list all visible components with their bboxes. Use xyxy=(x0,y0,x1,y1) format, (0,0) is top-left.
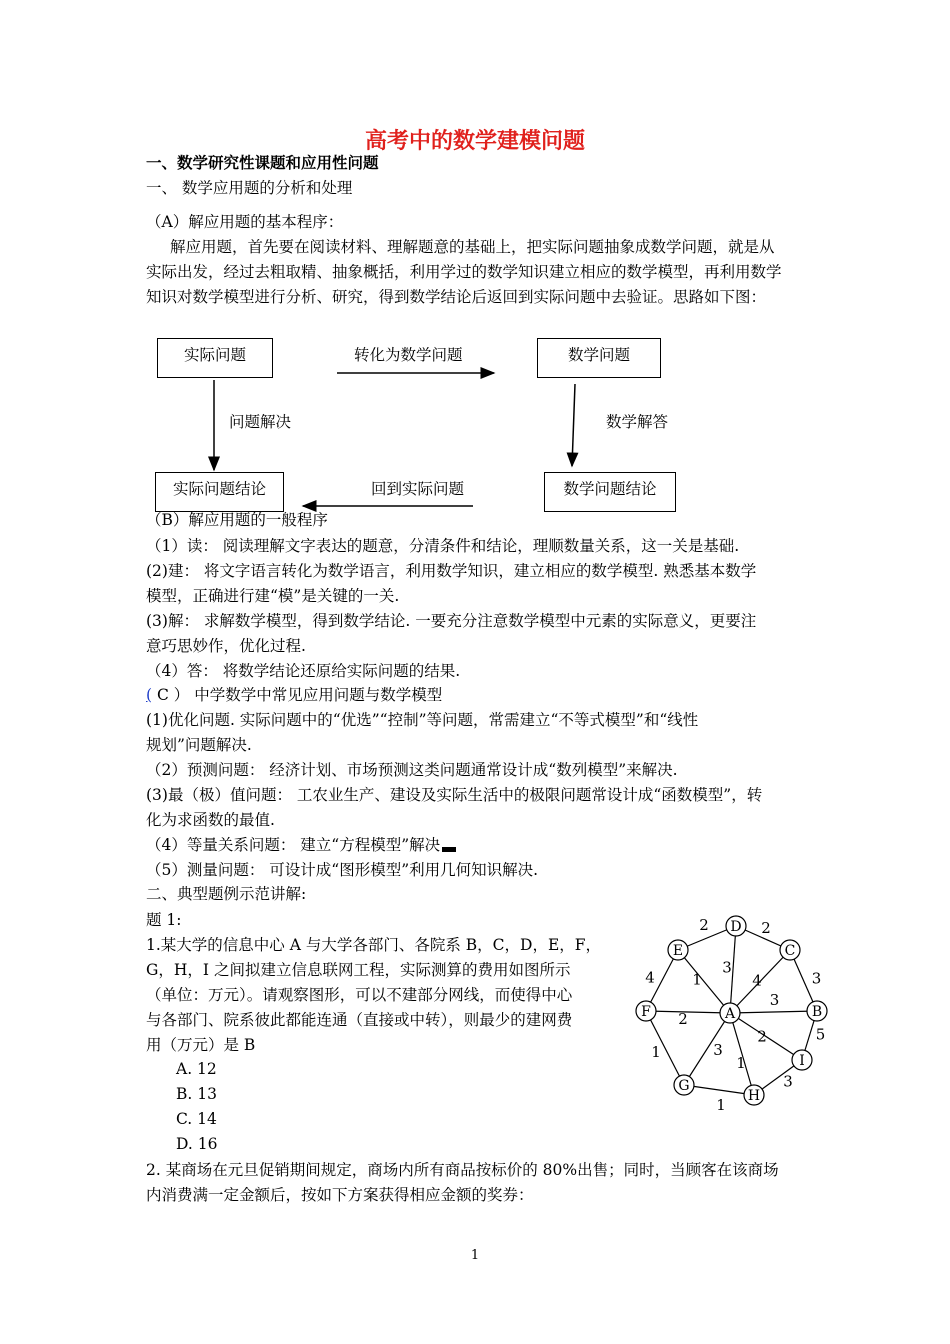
graph-edge-A-B xyxy=(730,1011,817,1013)
graph-edge-A-G xyxy=(684,1013,730,1085)
graph-node-label-E: E xyxy=(672,943,684,959)
question-2-line: 2. 某商场在元旦促销期间规定，商场内所有商品按标价的 80%出售；同时，当顾客在该商场 xyxy=(146,1161,779,1179)
section-b-line: （1）读： 阅读理解文字表达的题意，分清条件和结论，理顺数量关系，这一关是基础. xyxy=(146,537,740,555)
graph-edge-weight-A-F: 2 xyxy=(678,1010,688,1028)
graph-edge-weight-E-D: 2 xyxy=(699,916,709,934)
section-c-line: (3)最（极）值问题： 工农业生产、建设及实际生活中的极限问题常设计成“函数模型”，转 xyxy=(146,786,763,804)
flow-box-real-problem: 实际问题 xyxy=(157,338,273,378)
section-1-subheading: 一、 数学应用题的分析和处理 xyxy=(146,179,353,197)
text-cursor-marker xyxy=(442,847,456,852)
question-1-line: 与各部门、院系彼此都能连通（直接或中转），则最少的建网费 xyxy=(146,1011,573,1029)
question-label: 题 1: xyxy=(146,911,182,929)
graph-node-label-C: C xyxy=(784,943,796,959)
section-c-line: (1)优化问题. 实际问题中的“优选”“控制”等问题，常需建立“不等式模型”和“线性 xyxy=(146,711,699,729)
graph-edge-weight-A-I: 2 xyxy=(757,1027,767,1046)
flow-label-math-answer: 数学解答 xyxy=(606,413,669,431)
graph-node-label-D: D xyxy=(730,919,742,935)
section-c-paren-link[interactable]: ( xyxy=(146,686,153,704)
section-c-line: （5）测量问题： 可设计成“图形模型”利用几何知识解决. xyxy=(146,861,539,879)
flowchart-arrows xyxy=(0,0,950,560)
graph-edge-weight-A-B: 3 xyxy=(769,991,780,1009)
section-c-line: （2）预测问题： 经济计划、市场预测这类问题通常设计成“数列模型”来解决. xyxy=(146,761,678,779)
graph-edge-weight-A-D: 3 xyxy=(722,958,732,977)
section-a-heading: （A）解应用题的基本程序： xyxy=(146,213,344,231)
option-b: B. 13 xyxy=(176,1085,217,1103)
page-number: 1 xyxy=(470,1248,480,1263)
section-a-paragraph-line: 实际出发，经过去粗取精、抽象概括，利用学过的数学知识建立相应的数学模型，再利用数学 xyxy=(146,263,782,281)
flow-box-math-conclusion: 数学问题结论 xyxy=(544,472,676,512)
network-graph xyxy=(620,900,840,1120)
option-d: D. 16 xyxy=(176,1135,218,1153)
graph-edge-weight-C-B: 3 xyxy=(811,969,822,988)
section-c-line-text: （4）等量关系问题： 建立“方程模型”解决 xyxy=(146,836,441,854)
section-c-line: 化为求函数的最值. xyxy=(146,811,275,829)
option-a: A. 12 xyxy=(176,1060,217,1078)
graph-edge-weight-H-G: 1 xyxy=(716,1096,726,1114)
section-c-line-4 xyxy=(146,835,456,855)
graph-edge-weight-A-C: 4 xyxy=(752,971,762,990)
section-a-paragraph-line: 解应用题，首先要在阅读材料、理解题意的基础上，把实际问题抽象成数学问题，就是从 xyxy=(170,238,775,256)
graph-node-label-I: I xyxy=(799,1053,805,1069)
graph-edge-weight-A-H: 1 xyxy=(736,1054,746,1072)
graph-node-label-F: F xyxy=(641,1004,651,1020)
section-b-heading: （B）解应用题的一般程序 xyxy=(146,511,328,529)
section-c-line: 规划”问题解决. xyxy=(146,736,252,754)
section-a-paragraph-line: 知识对数学模型进行分析、研究，得到数学结论后返回到实际问题中去验证。思路如下图： xyxy=(146,288,767,306)
graph-edge-weight-A-G: 3 xyxy=(713,1041,723,1059)
graph-edge-weight-F-E: 4 xyxy=(645,968,655,987)
section-b-line: (2)建： 将文字语言转化为数学语言，利用数学知识，建立相应的数学模型. 熟悉基本数学 xyxy=(146,562,757,580)
section-b-line: （4）答： 将数学结论还原给实际问题的结果. xyxy=(146,662,461,680)
question-1-line: G，H，I 之间拟建立信息联网工程，实际测算的费用如图所示 xyxy=(146,961,571,979)
graph-edge-weight-D-C: 2 xyxy=(761,919,771,937)
graph-node-label-G: G xyxy=(678,1078,690,1094)
section-c-heading-text: C ） 中学数学中常见应用问题与数学模型 xyxy=(152,686,443,704)
section-b-line: 模型，正确进行建“模”是关键的一关. xyxy=(146,587,400,605)
flow-label-back: 回到实际问题 xyxy=(371,480,465,498)
question-1-line: （单位：万元）。请观察图形，可以不建部分网线，而使得中心 xyxy=(146,986,573,1004)
section-b-line: (3)解： 求解数学模型，得到数学结论. 一要充分注意数学模型中元素的实际意义，更要注 xyxy=(146,612,757,630)
section-c-heading xyxy=(146,685,442,705)
flow-box-real-conclusion: 实际问题结论 xyxy=(155,472,284,512)
question-1-line: 1.某大学的信息中心 A 与大学各部门、各院系 B，C，D，E，F， xyxy=(146,936,602,954)
section-1-heading: 一、数学研究性课题和应用性问题 xyxy=(146,153,379,172)
flow-label-to-math: 转化为数学问题 xyxy=(354,346,463,364)
graph-edge-weight-I-H: 3 xyxy=(783,1072,793,1091)
question-2-line: 内消费满一定金额后，按如下方案获得相应金额的奖券： xyxy=(146,1186,534,1204)
graph-node-label-B: B xyxy=(811,1004,823,1020)
arrow-down-right xyxy=(572,384,575,466)
section-b-line: 意巧思妙作，优化过程. xyxy=(146,637,306,655)
graph-edge-weight-B-I: 5 xyxy=(815,1025,826,1044)
flow-label-solve: 问题解决 xyxy=(229,413,292,431)
graph-node-label-A: A xyxy=(724,1006,736,1022)
graph-node-label-H: H xyxy=(747,1088,761,1104)
graph-edge-weight-A-E: 1 xyxy=(692,970,702,989)
question-1-line: 用（万元）是 B xyxy=(146,1036,256,1054)
flow-box-math-problem: 数学问题 xyxy=(537,338,661,378)
option-c: C. 14 xyxy=(176,1110,217,1128)
graph-edge-weight-G-F: 1 xyxy=(651,1043,661,1061)
page-title: 高考中的数学建模问题 xyxy=(364,128,585,154)
section-2-heading: 二、典型题例示范讲解: xyxy=(146,885,307,903)
graph-edge-H-G xyxy=(684,1085,754,1095)
graph-edge-A-F xyxy=(646,1011,730,1013)
